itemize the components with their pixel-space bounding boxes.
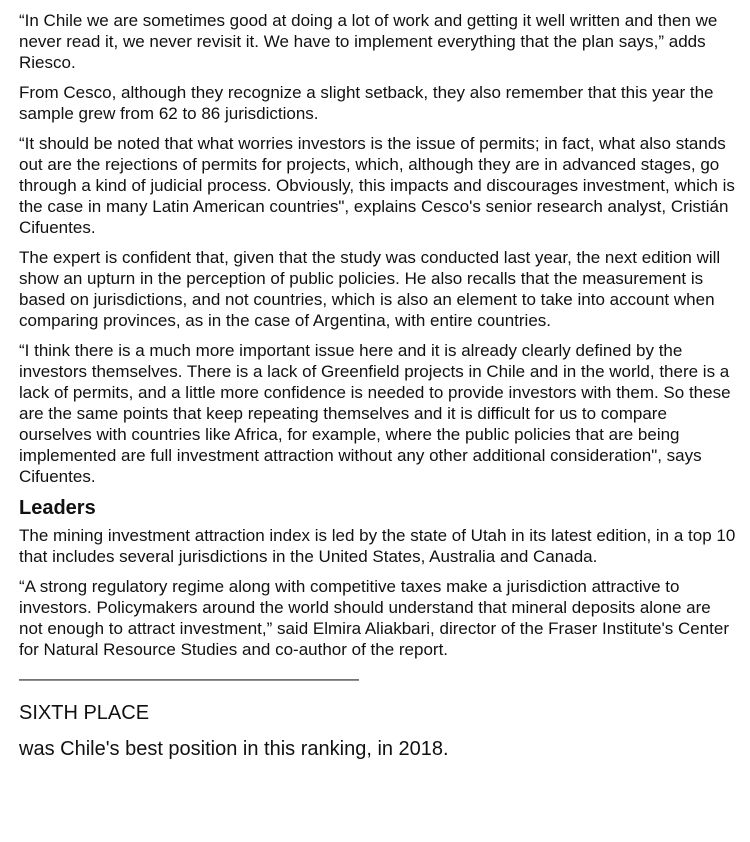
paragraph: The mining investment attraction index is led by the state of Utah in its latest edition, in a top 10 that includes several jurisdictions in the United States, Australia and Canada. xyxy=(19,526,736,566)
separator-line: ———————————————————— xyxy=(19,669,359,688)
section-heading-leaders: Leaders xyxy=(19,497,96,519)
paragraph: “It should be noted that what worries investors is the issue of permits; in fact, what also stands out are the rejections of permits for projects, which, although they are in advanced stages, go through a kind of judicial process. Obviously, this impacts and discourages investment, which is the case in many Latin American countries", explains Cesco's senior research analyst, Cristián Cifuentes. xyxy=(19,134,735,237)
paragraph: “A strong regulatory regime along with competitive taxes make a jurisdiction attractive to investors. Policymakers around the world should understand that mineral deposits alone are not enough to attract investment,” said Elmira Aliakbari, director of the Fraser Institute's Center for Natural Resource Studies and co-author of the report. xyxy=(19,577,730,659)
paragraph: “I think there is a much more important issue here and it is already clearly defined by the investors themselves. There is a lack of Greenfield projects in Chile and in the world, there is a lack of permits, and a little more confidence is needed to provide investors with them. So these are the same points that keep repeating themselves and it is difficult for us to compare ourselves with countries like Africa, for example, where the public policies that are being implemented are full investment attraction without any other additional consideration", says Cifuentes. xyxy=(19,341,731,486)
callout-text: was Chile's best position in this ranking, in 2018. xyxy=(19,738,449,760)
callout-title: SIXTH PLACE xyxy=(19,702,150,724)
paragraph: The expert is confident that, given that the study was conducted last year, the next edition will show an upturn in the perception of public policies. He also recalls that the measurement is based on jurisdictions, and not countries, which is also an element to take into account when comparing provinces, as in the case of Argentina, with entire countries. xyxy=(19,248,721,330)
paragraph: “In Chile we are sometimes good at doing a lot of work and getting it well written and then we never read it, we never revisit it. We have to implement everything that the plan says,” adds Riesco. xyxy=(19,11,718,72)
paragraph: From Cesco, although they recognize a slight setback, they also remember that this year the sample grew from 62 to 86 jurisdictions. xyxy=(19,83,714,123)
